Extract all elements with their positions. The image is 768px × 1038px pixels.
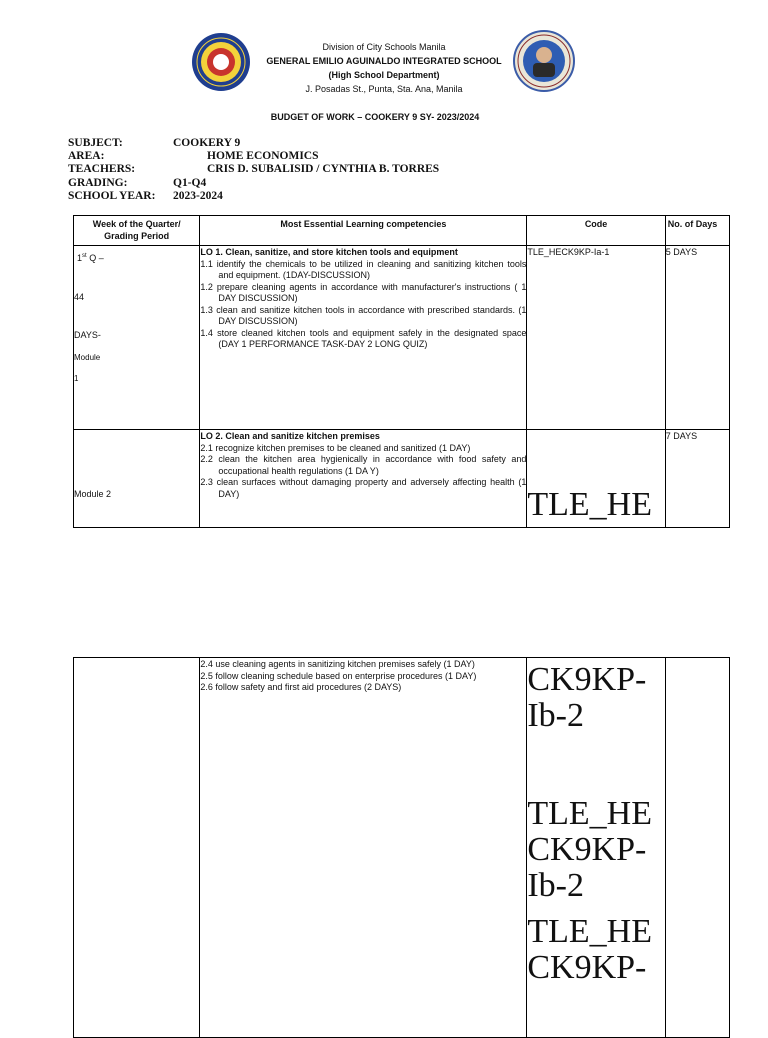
subject-label: SUBJECT:	[68, 137, 123, 149]
week-number: 1	[77, 253, 83, 263]
subject-value: COOKERY 9	[173, 137, 241, 149]
school-name: GENERAL EMILIO AGUINALDO INTEGRATED SCHOOL	[266, 56, 502, 66]
header-week: Week of the Quarter/ Grading Period	[74, 216, 200, 246]
competency-1-2: 1.2 prepare cleaning agents in accordance with manufacturer's instructions ( 1 DAY DISCUSSION)	[200, 281, 527, 303]
days-value: 5 DAYS	[665, 247, 698, 257]
week-cell	[74, 658, 200, 1038]
grading-value: Q1-Q4	[173, 177, 207, 189]
days-value: 7 DAYS	[665, 431, 698, 441]
week-module-number: 1	[74, 374, 79, 383]
competency-2-2: 2.2 clean the kitchen area hygienically in accordance with food safety and occupational health regulations (1 DA Y)	[200, 454, 527, 476]
code-line: Ib-2	[527, 697, 585, 734]
school-year-label: SCHOOL YEAR:	[68, 190, 156, 202]
grading-label: GRADING:	[68, 177, 128, 189]
lo2-heading: LO 2. Clean and sanitize kitchen premises	[200, 431, 380, 441]
table-row	[74, 658, 730, 1038]
division-name: Division of City Schools Manila	[322, 42, 446, 52]
competency-1-4: 1.4 store cleaned kitchen tools and equipment safely in the designated space (DAY 1 PERFORMANCE TASK-DAY 2 LONG QUIZ)	[200, 327, 527, 349]
header-code: Code	[527, 216, 665, 246]
code-line: Ib-2	[527, 867, 585, 904]
lo1-heading: LO 1. Clean, sanitize, and store kitchen tools and equipment	[200, 247, 458, 257]
table-row	[74, 246, 730, 430]
code-line: CK9KP-	[527, 661, 647, 698]
budget-table-page1	[73, 215, 730, 528]
competency-2-1: 2.1 recognize kitchen premises to be cleaned and sanitized (1 DAY)	[200, 442, 471, 453]
competency-1-1: 1.1 identify the chemicals to be utilized in cleaning and sanitizing kitchen tools and equipment. (1DAY-DISCUSSION)	[200, 258, 527, 280]
week-superscript: st	[82, 253, 87, 259]
code-value: TLE_HECK9KP-Ia-1	[527, 247, 610, 257]
competency-1-3: 1.3 clean and sanitize kitchen tools in accordance with prescribed standards. (1 DAY DISCUSSION)	[200, 304, 527, 326]
days-cell	[665, 658, 729, 1038]
school-year-value: 2023-2024	[173, 190, 223, 202]
competency-cell	[200, 430, 527, 528]
competency-2-4: 2.4 use cleaning agents in sanitizing kitchen premises safely (1 DAY)	[200, 659, 475, 669]
code-line: CK9KP-	[527, 949, 647, 986]
week-days: DAYS-	[74, 330, 101, 340]
competency-cell	[200, 658, 527, 1038]
header-days: No. of Days	[665, 216, 729, 246]
days-cell	[665, 430, 729, 528]
week-module: Module	[74, 352, 101, 362]
table-row	[74, 430, 730, 528]
competency-2-3: 2.3 clean surfaces without damaging property and adversely affecting health (1 DAY)	[200, 477, 527, 499]
week-44: 44	[74, 291, 85, 302]
week-quarter: Q –	[86, 253, 104, 263]
code-cell	[527, 658, 665, 1038]
area-value: HOME ECONOMICS	[207, 150, 319, 162]
competency-cell	[200, 246, 527, 430]
code-cell	[527, 246, 665, 430]
code-line: TLE_HE	[527, 795, 652, 832]
module-2-label: Module 2	[74, 488, 112, 499]
school-address: J. Posadas St., Punta, Sta. Ana, Manila	[305, 84, 463, 94]
code-spacer	[527, 734, 664, 796]
header-competencies: Most Essential Learning competencies	[200, 216, 527, 246]
area-label: AREA:	[68, 150, 105, 162]
teachers-value: CRIS D. SUBALISID / CYNTHIA B. TORRES	[207, 163, 440, 175]
code-cell	[527, 430, 665, 528]
competency-2-5: 2.5 follow cleaning schedule based on enterprise procedures (1 DAY)	[200, 670, 477, 681]
week-cell	[74, 246, 200, 430]
budget-table-page2	[73, 657, 730, 1038]
competency-2-6: 2.6 follow safety and first aid procedures (2 DAYS)	[200, 682, 402, 692]
teachers-label: TEACHERS:	[68, 163, 136, 175]
department-name: (High School Department)	[328, 70, 440, 80]
week-cell	[74, 430, 200, 528]
days-cell	[665, 246, 729, 430]
code-big: TLE_HE	[527, 486, 652, 523]
code-line: TLE_HE	[527, 913, 652, 950]
document-title: BUDGET OF WORK – COOKERY 9 SY- 2023/2024	[270, 112, 480, 122]
code-line: CK9KP-	[527, 831, 647, 868]
